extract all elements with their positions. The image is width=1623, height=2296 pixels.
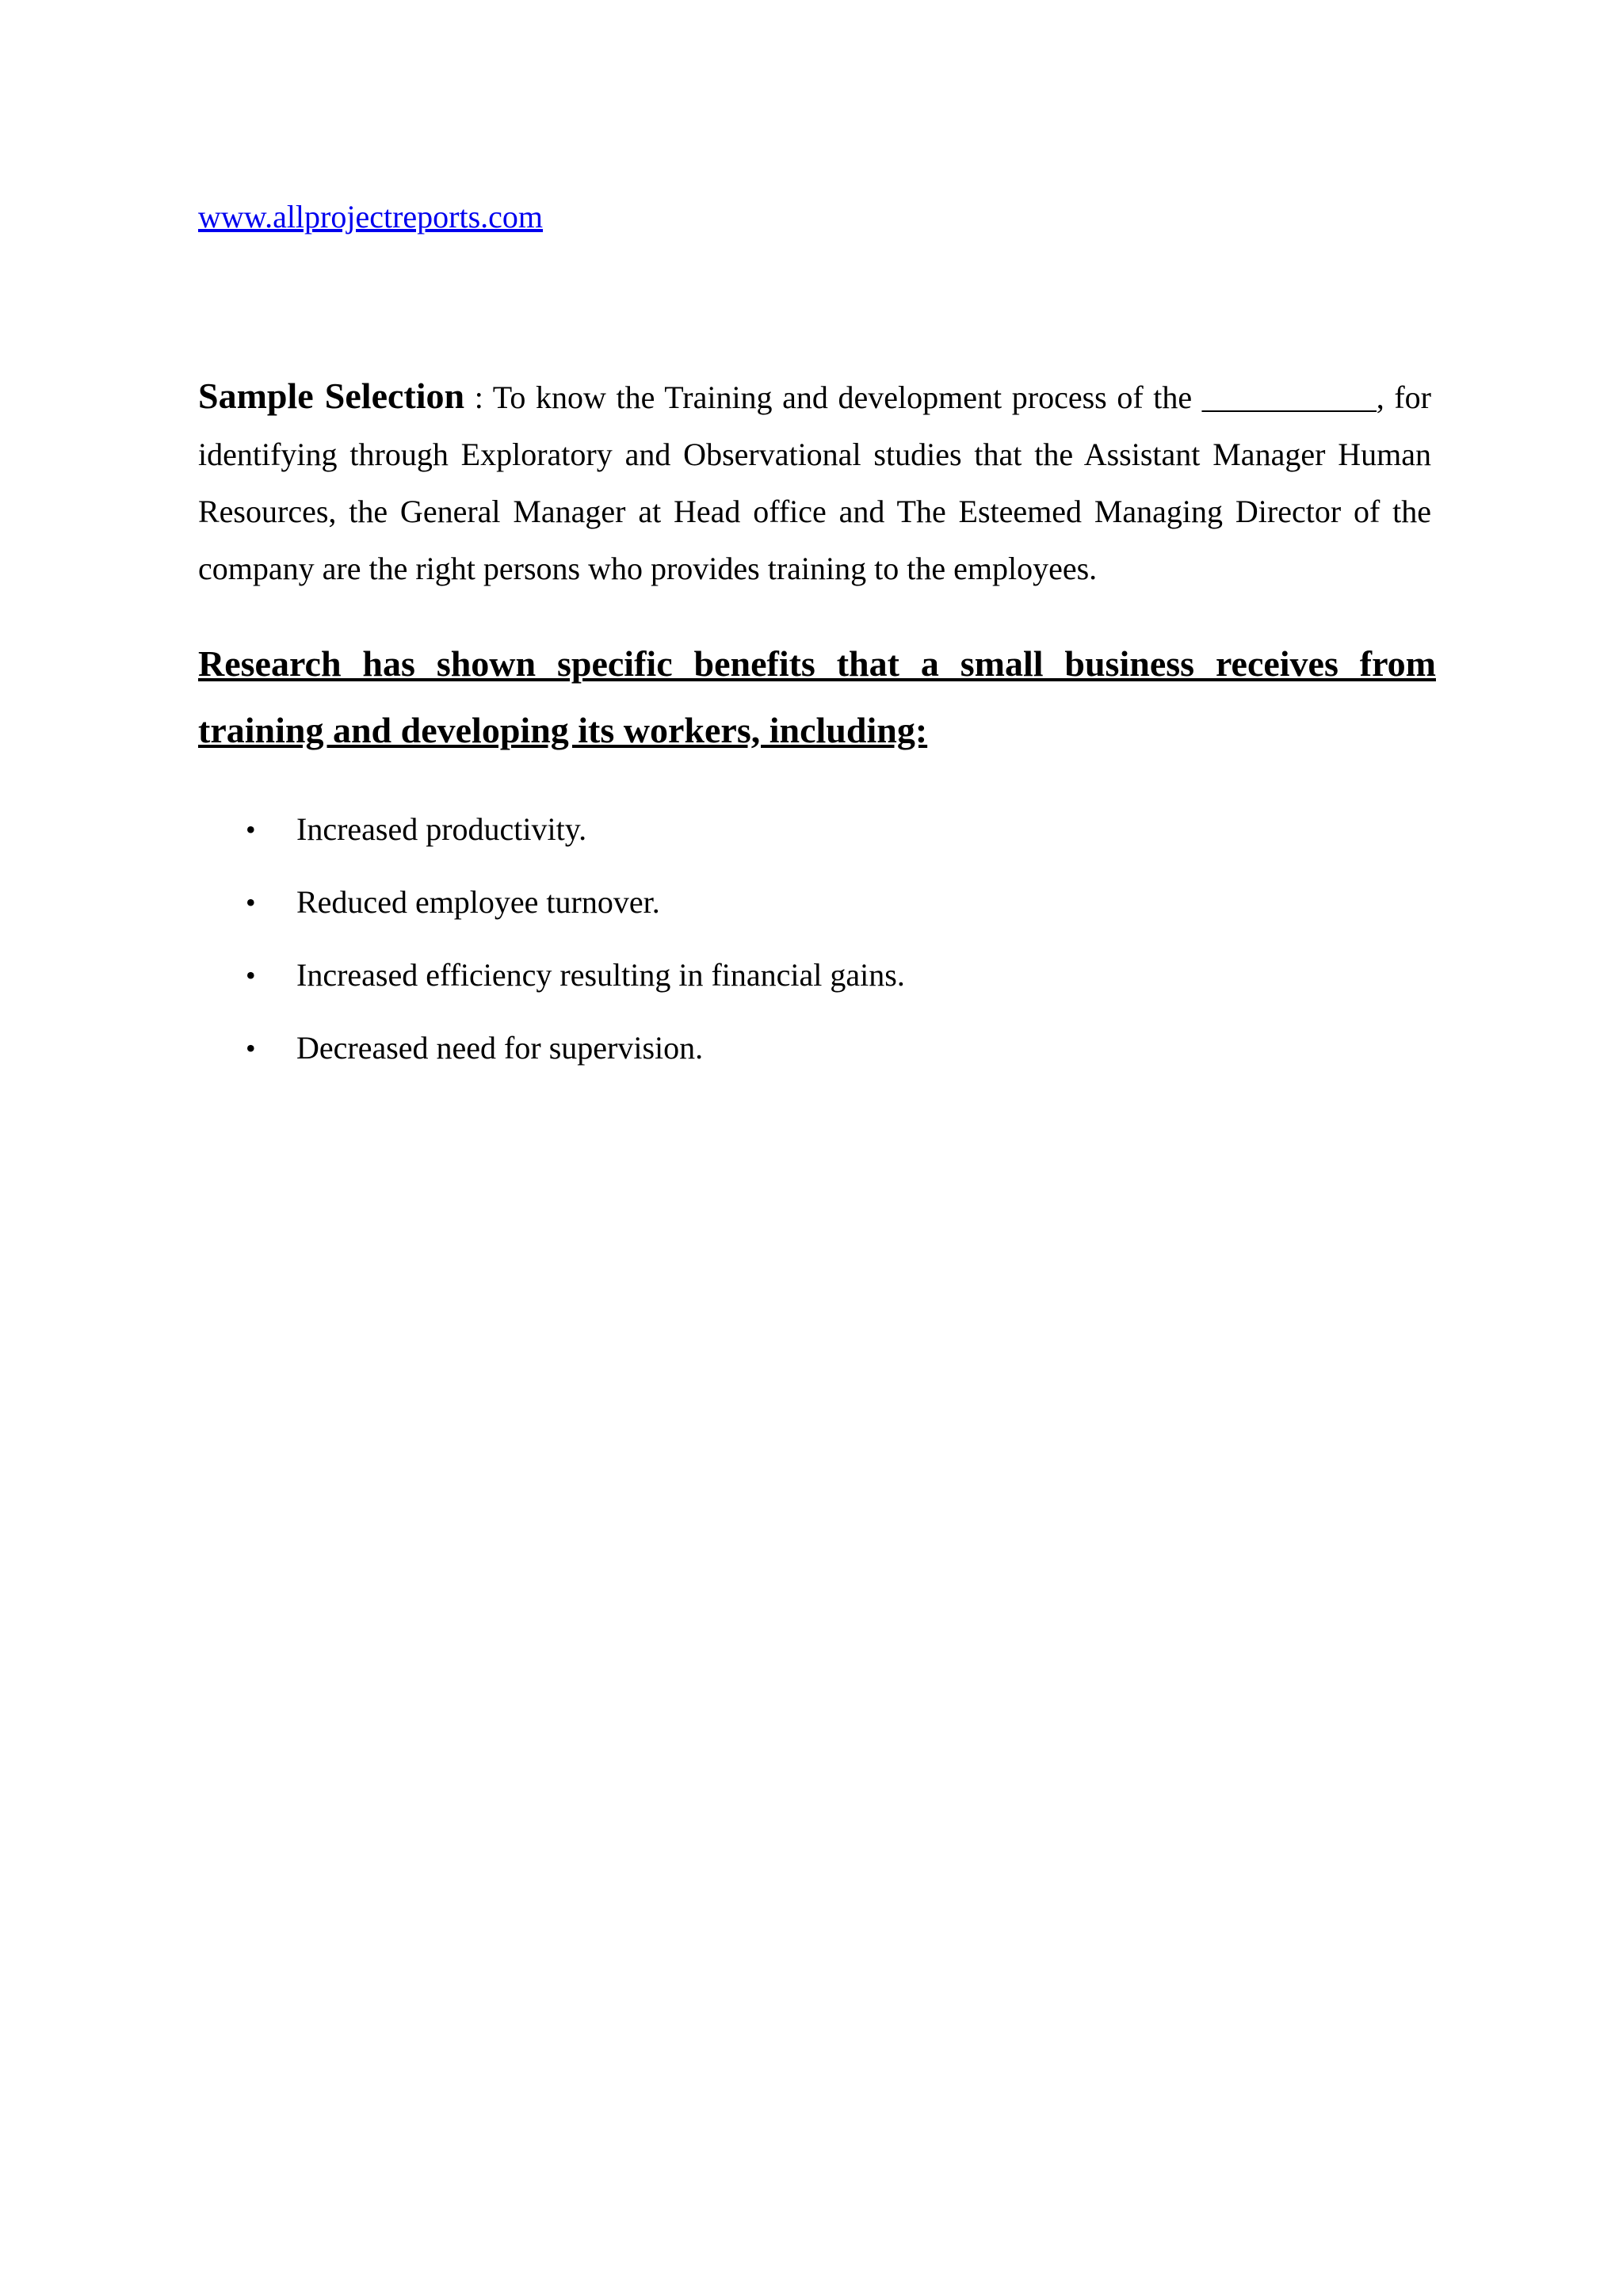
list-item-text: Increased efficiency resulting in financial gains. [296,957,905,993]
list-item [198,801,905,874]
list-item [198,1020,905,1093]
list-item-text: Increased productivity. [296,811,587,847]
list-item-text: Decreased need for supervision. [296,1030,704,1066]
bullet-icon: • [246,1032,256,1064]
sample-selection-text: To know the Training and development process of the ___________, for identifying through Exploratory and Observational studies that the Assistant Manager Human Resources, the General Manager at Head office and The Esteemed Managing Director of the company are the right persons who provides training to the employees. [198,379,1431,586]
sample-selection-separator: : [464,379,493,415]
header-website-link[interactable]: www.allprojectreports.com [198,199,544,235]
list-item [198,947,905,1020]
benefits-list [198,801,905,1093]
list-item-text: Reduced employee turnover. [296,884,660,920]
research-benefits-heading: Research has shown specific benefits that a small business receives from training and developing its workers, including: [198,643,1436,750]
bullet-icon: • [246,959,256,991]
list-item [198,874,905,947]
sample-selection-label: Sample Selection [198,376,465,416]
bullet-icon: • [246,887,256,918]
sample-selection-paragraph [198,368,1431,597]
bullet-icon: • [246,814,256,845]
